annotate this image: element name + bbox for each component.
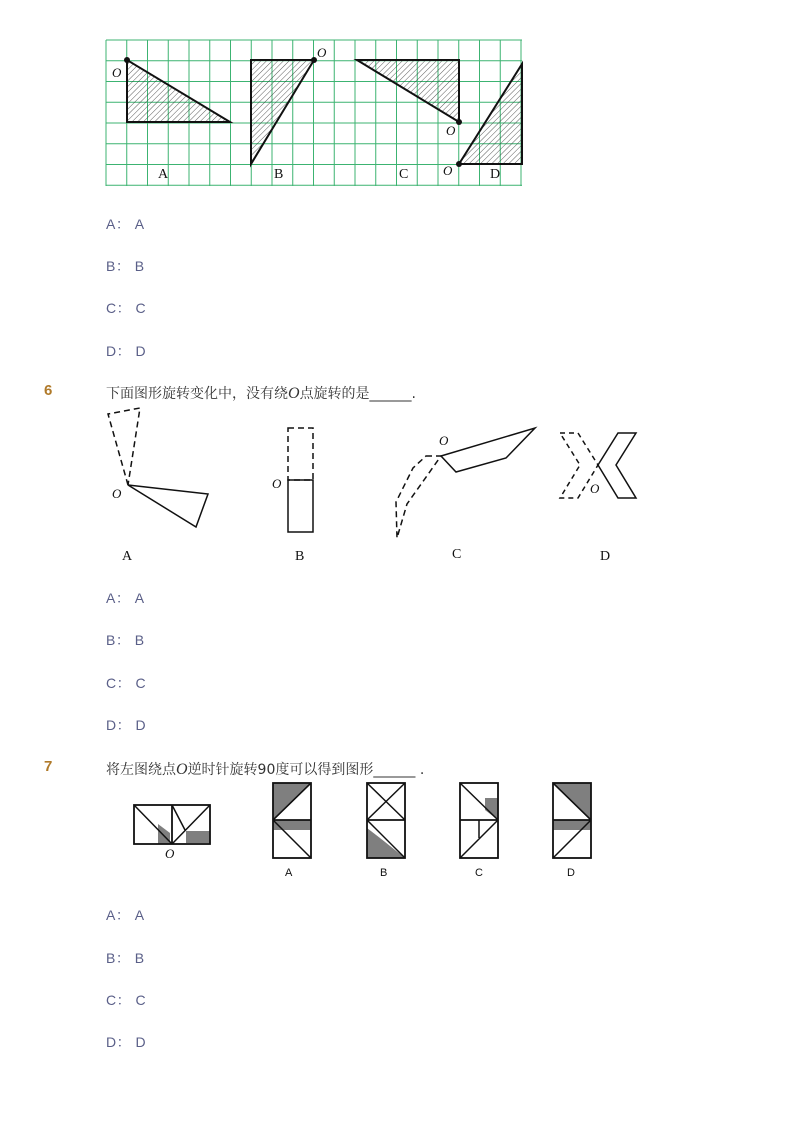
q6-d-o: O	[590, 481, 600, 496]
q6-c-dashed	[396, 456, 441, 538]
q7-option-d[interactable]: D： D	[106, 1034, 147, 1050]
q5-option-b[interactable]: B： B	[106, 258, 145, 274]
q6-d-solid	[598, 433, 636, 498]
q7-label-b: B	[380, 867, 388, 879]
q7-label-d: D	[567, 867, 575, 879]
q7-text: 将左图绕点O逆时针旋转90度可以得到图形______ .	[106, 761, 425, 778]
q6-option-a[interactable]: A： A	[106, 590, 145, 606]
q6-label-b: B	[295, 549, 305, 564]
q6-c-solid	[441, 428, 535, 472]
q7-label-c: C	[475, 867, 483, 879]
q7-option-c[interactable]: C： C	[106, 992, 147, 1008]
q7-choice-a	[273, 783, 311, 879]
triangle-d	[459, 64, 522, 164]
q6-b-dashed	[288, 428, 313, 480]
q6-label-d: D	[600, 549, 611, 564]
q6-a-dashed	[108, 408, 140, 485]
q7-choice-c	[460, 783, 498, 879]
q5-grid-figure	[106, 40, 526, 186]
q7-o: O	[165, 846, 175, 861]
fig-label-d: D	[490, 167, 501, 182]
q6-b-o: O	[272, 476, 282, 491]
q7-option-b[interactable]: B： B	[106, 950, 145, 966]
q7-number: 7	[44, 758, 53, 775]
q7-choice-d	[553, 783, 591, 879]
triangle-c	[357, 60, 459, 122]
q6-number: 6	[44, 382, 53, 399]
fig-label-b: B	[274, 167, 284, 182]
q7-figure	[130, 780, 600, 880]
q7-option-a[interactable]: A： A	[106, 907, 145, 923]
q6-option-c[interactable]: C： C	[106, 675, 147, 691]
fig-label-c: C	[399, 167, 409, 182]
q6-option-d[interactable]: D： D	[106, 717, 147, 733]
q6-b-solid	[288, 480, 313, 532]
q6-c-o: O	[439, 433, 449, 448]
label-o-d: O	[443, 163, 453, 178]
q6-label-a: A	[122, 549, 133, 564]
q7-choice-b	[367, 783, 405, 879]
fig-label-a: A	[158, 167, 169, 182]
triangle-a	[127, 60, 230, 122]
point-o-d	[456, 161, 462, 167]
point-o-a	[124, 57, 130, 63]
q6-label-c: C	[452, 547, 462, 562]
q5-option-a[interactable]: A： A	[106, 216, 145, 232]
label-o-a: O	[112, 65, 122, 80]
q5-option-c[interactable]: C： C	[106, 300, 147, 316]
q7-label-a: A	[285, 867, 293, 879]
q6-a-solid	[128, 485, 208, 527]
q6-figure	[100, 400, 660, 570]
q6-option-b[interactable]: B： B	[106, 632, 145, 648]
q5-option-d[interactable]: D： D	[106, 343, 147, 359]
q6-text: 下面图形旋转变化中，没有绕O点旋转的是______.	[106, 385, 417, 402]
q6-a-o: O	[112, 486, 122, 501]
triangle-b	[251, 60, 314, 164]
point-o-c	[456, 119, 462, 125]
label-o-c: O	[446, 123, 456, 138]
q7-original	[134, 805, 210, 861]
label-o-b: O	[317, 45, 327, 60]
